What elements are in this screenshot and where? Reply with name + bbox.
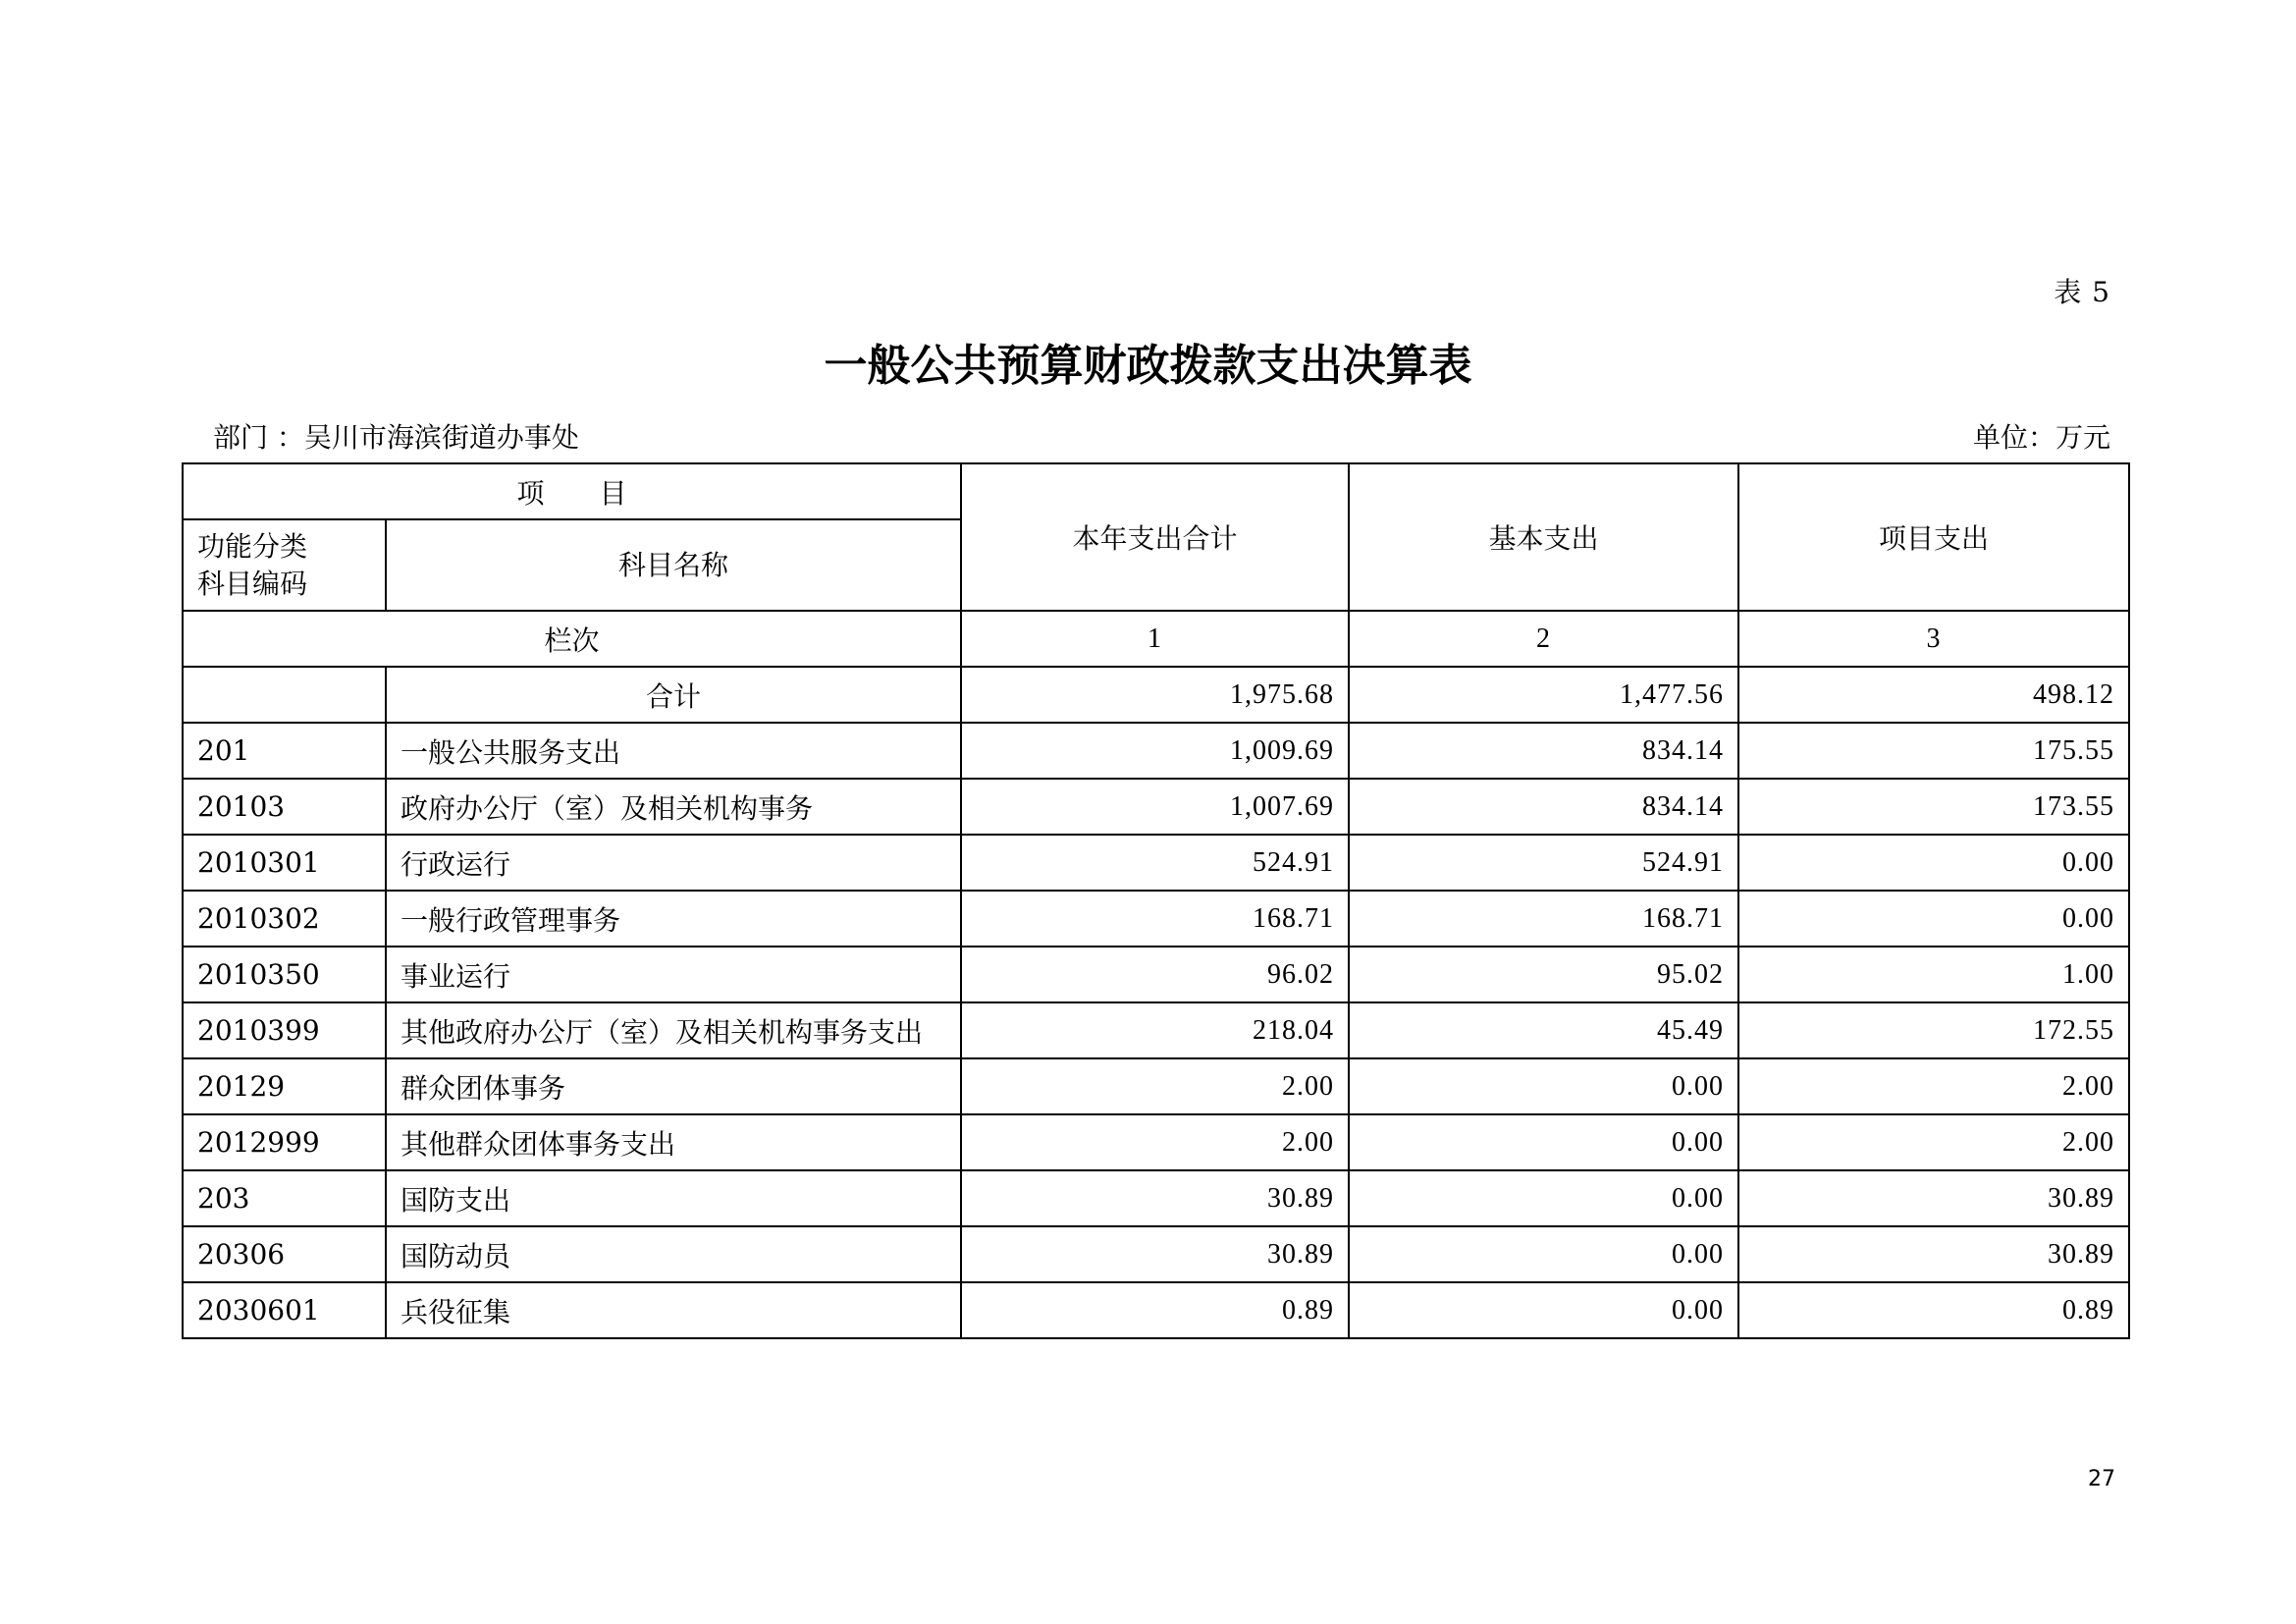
row-project: 30.89	[1738, 1170, 2129, 1226]
row-code: 2010302	[183, 891, 386, 947]
table-row	[183, 947, 2129, 1002]
column-index-3: 3	[1738, 611, 2129, 667]
row-project: 30.89	[1738, 1226, 2129, 1282]
page-number: 27	[2088, 1467, 2115, 1491]
row-name: 事业运行	[386, 947, 961, 1002]
row-total: 96.02	[961, 947, 1349, 1002]
total-row	[183, 667, 2129, 723]
row-total: 0.89	[961, 1282, 1349, 1338]
row-basic: 834.14	[1349, 723, 1738, 779]
row-name: 国防动员	[386, 1226, 961, 1282]
table-number-label: 表 5	[2054, 276, 2110, 308]
row-code: 2012999	[183, 1114, 386, 1170]
row-code: 2010350	[183, 947, 386, 1002]
row-total: 1,009.69	[961, 723, 1349, 779]
row-total: 168.71	[961, 891, 1349, 947]
row-name: 群众团体事务	[386, 1058, 961, 1114]
table-row	[183, 1002, 2129, 1058]
row-code: 2010301	[183, 835, 386, 891]
header-project: 项目支出	[1738, 463, 2129, 611]
row-basic: 834.14	[1349, 779, 1738, 835]
row-total: 218.04	[961, 1002, 1349, 1058]
header-total: 本年支出合计	[961, 463, 1349, 611]
row-basic: 0.00	[1349, 1114, 1738, 1170]
table-row	[183, 1226, 2129, 1282]
column-index-1: 1	[961, 611, 1349, 667]
row-project: 175.55	[1738, 723, 2129, 779]
row-name: 其他群众团体事务支出	[386, 1114, 961, 1170]
row-code: 2010399	[183, 1002, 386, 1058]
row-code: 203	[183, 1170, 386, 1226]
table-row	[183, 891, 2129, 947]
table-row	[183, 779, 2129, 835]
row-project: 173.55	[1738, 779, 2129, 835]
table-row	[183, 723, 2129, 779]
row-total: 30.89	[961, 1170, 1349, 1226]
total-basic: 1,477.56	[1349, 667, 1738, 723]
row-name: 行政运行	[386, 835, 961, 891]
row-total: 2.00	[961, 1058, 1349, 1114]
row-project: 0.00	[1738, 891, 2129, 947]
row-project: 2.00	[1738, 1058, 2129, 1114]
header-code	[183, 519, 386, 611]
row-name: 国防支出	[386, 1170, 961, 1226]
department-label: 部门 ：吴川市海滨街道办事处	[213, 421, 579, 454]
row-name: 一般行政管理事务	[386, 891, 961, 947]
row-basic: 168.71	[1349, 891, 1738, 947]
table-row	[183, 1170, 2129, 1226]
table-row	[183, 1114, 2129, 1170]
document-title: 一般公共预算财政拨款支出决算表	[824, 341, 1472, 391]
row-code: 201	[183, 723, 386, 779]
row-name: 一般公共服务支出	[386, 723, 961, 779]
row-total: 2.00	[961, 1114, 1349, 1170]
total-name: 合计	[386, 667, 961, 723]
header-code-line2: 科目编码	[197, 567, 308, 600]
row-basic: 524.91	[1349, 835, 1738, 891]
header-item: 项 目	[183, 463, 961, 519]
row-code: 20306	[183, 1226, 386, 1282]
row-total: 524.91	[961, 835, 1349, 891]
row-name: 兵役征集	[386, 1282, 961, 1338]
table-row	[183, 1282, 2129, 1338]
row-project: 0.00	[1738, 835, 2129, 891]
row-project: 2.00	[1738, 1114, 2129, 1170]
total-project: 498.12	[1738, 667, 2129, 723]
header-name: 科目名称	[386, 519, 961, 611]
row-project: 172.55	[1738, 1002, 2129, 1058]
header-code-line1: 功能分类	[197, 529, 308, 563]
column-index-label: 栏次	[183, 611, 961, 667]
budget-expenditure-table	[182, 462, 2130, 1339]
row-basic: 95.02	[1349, 947, 1738, 1002]
row-code: 2030601	[183, 1282, 386, 1338]
row-total: 1,007.69	[961, 779, 1349, 835]
total-total: 1,975.68	[961, 667, 1349, 723]
row-name: 其他政府办公厅（室）及相关机构事务支出	[386, 1002, 961, 1058]
total-code	[183, 667, 386, 723]
row-basic: 0.00	[1349, 1058, 1738, 1114]
unit-label: 单位：万元	[1972, 421, 2110, 454]
row-name: 政府办公厅（室）及相关机构事务	[386, 779, 961, 835]
table-row	[183, 835, 2129, 891]
row-basic: 45.49	[1349, 1002, 1738, 1058]
row-project: 0.89	[1738, 1282, 2129, 1338]
column-index-row	[183, 611, 2129, 667]
column-index-2: 2	[1349, 611, 1738, 667]
row-project: 1.00	[1738, 947, 2129, 1002]
header-basic: 基本支出	[1349, 463, 1738, 611]
header-row-1	[183, 463, 2129, 519]
row-basic: 0.00	[1349, 1282, 1738, 1338]
row-code: 20129	[183, 1058, 386, 1114]
row-basic: 0.00	[1349, 1170, 1738, 1226]
table-row	[183, 1058, 2129, 1114]
row-code: 20103	[183, 779, 386, 835]
row-total: 30.89	[961, 1226, 1349, 1282]
row-basic: 0.00	[1349, 1226, 1738, 1282]
